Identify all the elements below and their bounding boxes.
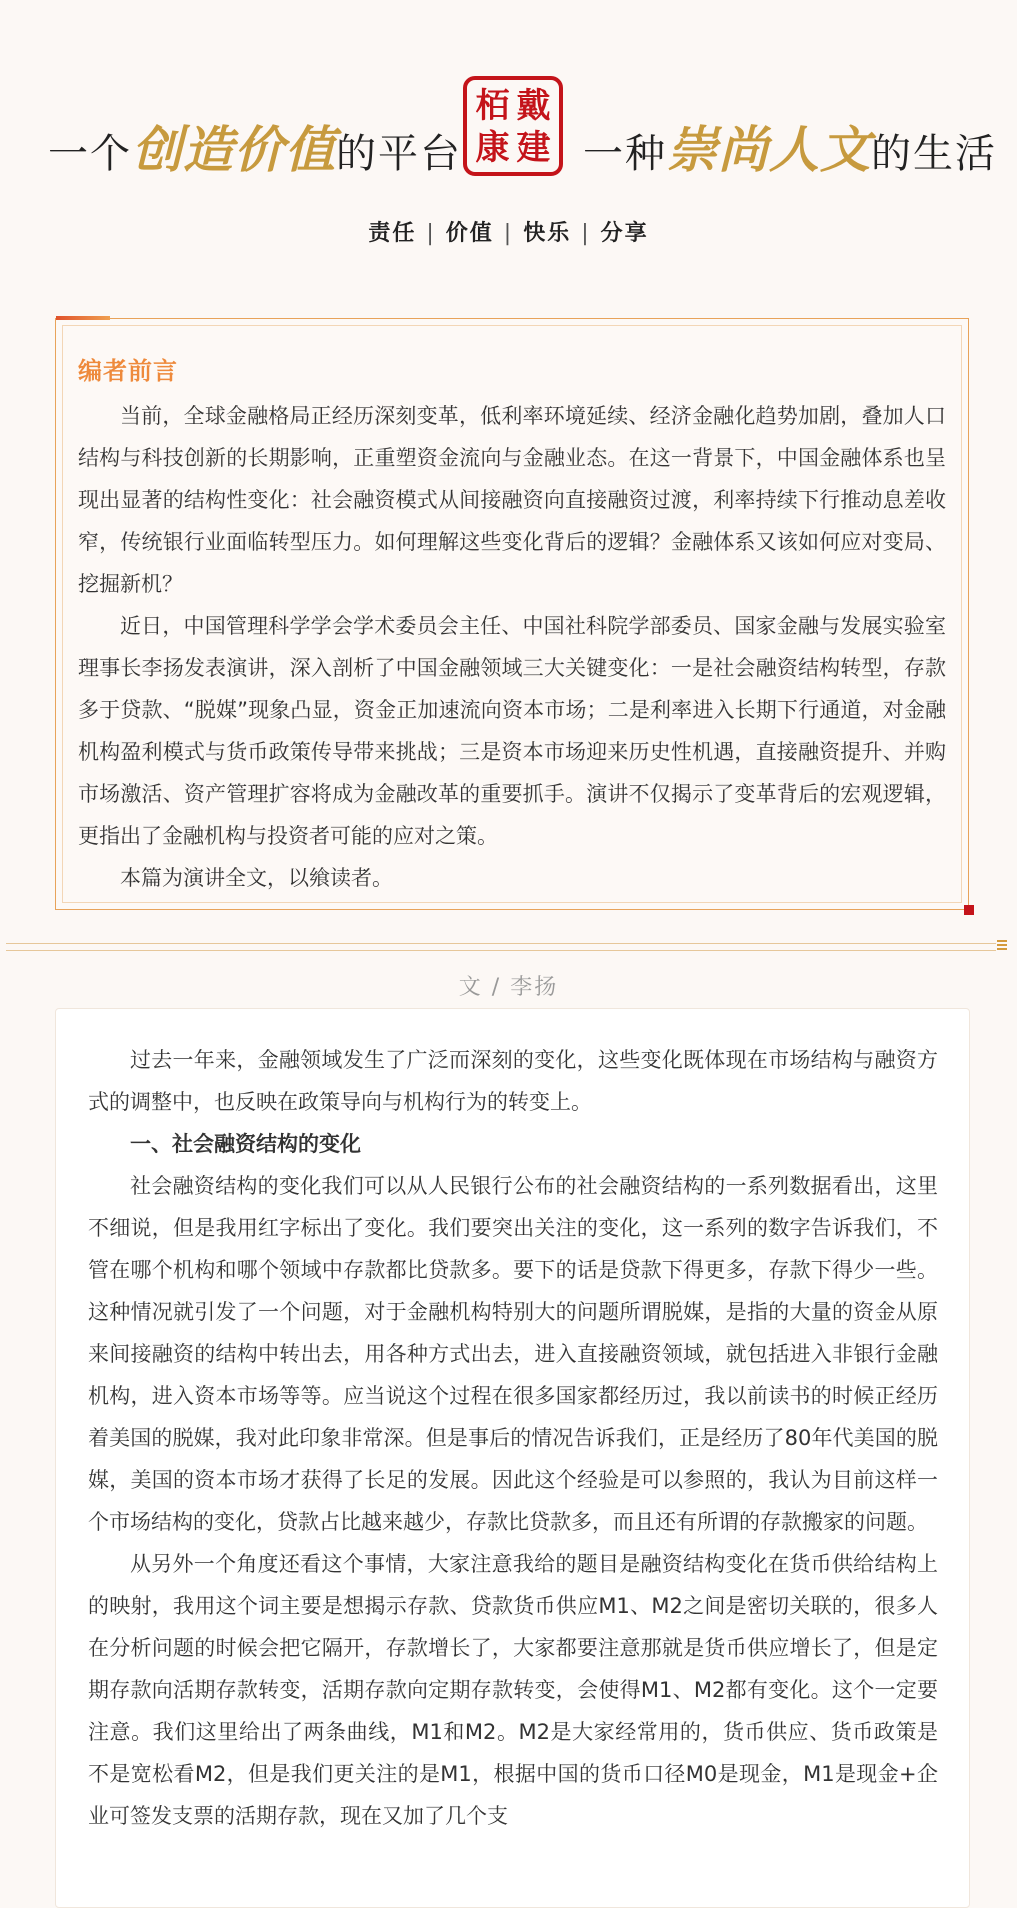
seal-char: 戴 <box>516 86 551 126</box>
section-divider <box>6 943 996 951</box>
slogan-right-pre: 一种 <box>583 131 667 177</box>
editor-paragraph: 近日，中国管理科学学会学术委员会主任、中国社科院学部委员、国家金融与发展实验室理事长李扬发表演讲，深入剖析了中国金融领域三大关键变化：一是社会融资结构转型，存款多于贷款、“脱媒”现象凸显，资金正加速流向资本市场；二是利率进入长期下行通道，对金融机构盈利模式与货币政策传导带来挑战；三是资本市场迎来历史性机遇，直接融资提升、并购市场激活、资产管理扩容将成为金融改革的重要抓手。演讲不仅揭示了变革背后的宏观逻辑，更指出了金融机构与投资者可能的应对之策。 <box>78 614 946 848</box>
article-paragraph: 社会融资结构的变化我们可以从人民银行公布的社会融资结构的一系列数据看出，这里不细说，但是我用红字标出了变化。我们要突出关注的变化，这一系列的数字告诉我们，不管在哪个机构和哪个领域中存款都比贷款多。要下的话是贷款下得更多，存款下得少一些。这种情况就引发了一个问题，对于金融机构特别大的问题所谓脱媒，是指的大量的资金从原来间接融资的结构中转出去，用各种方式出去，进入直接融资领域，就包括进入非银行金融机构，进入资本市场等等。应当说这个过程在很多国家都经历过，我以前读书的时候正经历着美国的脱媒，我对此印象非常深。但是事后的情况告诉我们，正是经历了80年代美国的脱媒，美国的资本市场才获得了长足的发展。因此这个经验是可以参照的，我认为目前这样一个市场结构的变化，贷款占比越来越少，存款比贷款多，而且还有所谓的存款搬家的问题。 <box>88 1174 938 1534</box>
accent-bar <box>56 316 110 320</box>
tagline-item: 分享 <box>600 221 649 246</box>
slogan-left <box>48 110 462 182</box>
seal-char: 建 <box>516 128 551 168</box>
tagline-separator: | <box>426 221 436 246</box>
article-paragraph: 从另外一个角度还看这个事情，大家注意我给的题目是融资结构变化在货币供给结构上的映射，我用这个词主要是想揭示存款、贷款货币供应M1、M2之间是密切关联的，很多人在分析问题的时候会把它隔开，存款增长了，大家都要注意那就是货币供应增长了，但是定期存款向活期存款转变，活期存款向定期存款转变，会使得M1、M2都有变化。这个一定要注意。我们这里给出了两条曲线，M1和M2。M2是大家经常用的，货币供应、货币政策是不是宽松看M2，但是我们更关注的是M1，根据中国的货币口径M0是现金，M1是现金+企业可签发支票的活期存款，现在又加了几个支 <box>88 1552 938 1828</box>
seal-logo <box>463 76 563 176</box>
slogan-left-post: 的平台 <box>336 131 462 177</box>
slogan-left-pre: 一个 <box>48 131 132 177</box>
slogan-right <box>583 110 997 182</box>
article-card <box>55 1008 970 1908</box>
slogan-right-post: 的生活 <box>871 131 997 177</box>
article-paragraph: 过去一年来，金融领域发生了广泛而深刻的变化，这些变化既体现在市场结构与融资方式的调整中，也反映在政策导向与机构行为的转变上。 <box>88 1048 938 1114</box>
editor-paragraph: 当前，全球金融格局正经历深刻变革，低利率环境延续、经济金融化趋势加剧，叠加人口结构与科技创新的长期影响，正重塑资金流向与金融业态。在这一背景下，中国金融体系也呈现出显著的结构性变化：社会融资模式从间接融资向直接融资过渡，利率持续下行推动息差收窄，传统银行业面临转型压力。如何理解这些变化背后的逻辑？金融体系又该如何应对变局、挖掘新机？ <box>78 404 946 596</box>
slogan-right-gold: 崇尚人文 <box>667 120 871 179</box>
tagline-item: 快乐 <box>523 221 572 246</box>
editor-note-body <box>78 395 946 899</box>
editor-note-title: 编者前言 <box>78 357 178 385</box>
editor-note-box <box>55 318 969 910</box>
header-slogan <box>0 70 1017 190</box>
tagline-separator: | <box>503 221 514 246</box>
article-body <box>88 1039 938 1837</box>
section-heading: 一、社会融资结构的变化 <box>130 1132 361 1156</box>
editor-paragraph: 本篇为演讲全文，以飨读者。 <box>120 866 393 890</box>
tagline <box>0 216 1017 247</box>
menu-lines-icon <box>997 940 1007 952</box>
seal-char: 栢 <box>475 86 510 126</box>
corner-square <box>964 905 974 915</box>
tagline-item: 价值 <box>445 221 494 246</box>
tagline-separator: | <box>581 221 591 246</box>
seal-char: 康 <box>475 128 510 168</box>
tagline-item: 责任 <box>368 221 417 246</box>
slogan-left-gold: 创造价值 <box>132 120 336 179</box>
author-byline: 文 / 李扬 <box>458 975 559 1000</box>
